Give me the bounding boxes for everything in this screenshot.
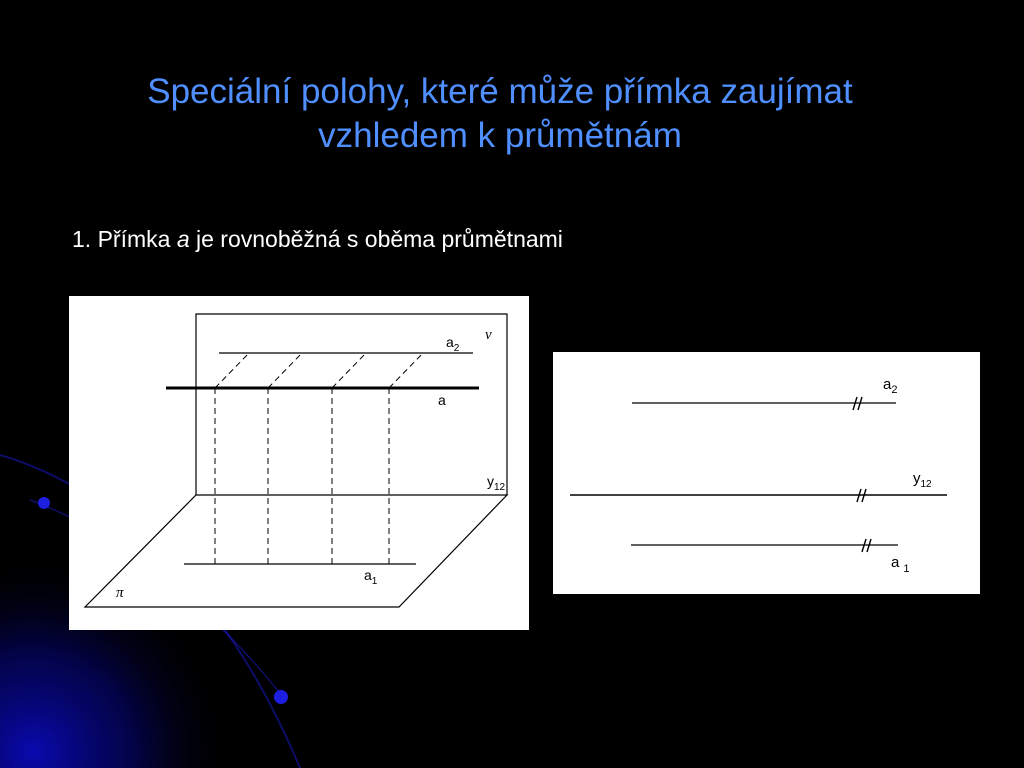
projectors-to-a2 (215, 353, 423, 388)
spatial-diagram-panel (69, 296, 529, 630)
projector-diagonal (215, 353, 249, 388)
projector-diagonal (332, 353, 366, 388)
label-a: a (438, 392, 446, 408)
projectors-to-a1 (215, 388, 389, 564)
label-a1: $a_1$ (364, 567, 378, 587)
label-y12: $y_{12}$ (487, 473, 506, 493)
slide-title (60, 70, 940, 158)
vertical-plane-outline (196, 314, 507, 495)
label-a1: a $_1$ (891, 554, 910, 575)
horizontal-plane-outline (85, 495, 507, 607)
label-nu: ν (485, 327, 492, 343)
projector-diagonal (268, 353, 302, 388)
bullet-point (72, 224, 563, 254)
label-a2: $a_2$ (883, 376, 898, 396)
background-dot (274, 690, 288, 704)
slide-title-line-2: vzhledem k průmětnám (318, 116, 682, 155)
orthographic-diagram-panel (553, 352, 980, 594)
label-y12: $y_{12}$ (913, 470, 932, 490)
background-dot (38, 497, 50, 509)
projector-diagonal (389, 353, 423, 388)
bullet-suffix: je rovnoběžná s oběma průmětnami (189, 226, 563, 252)
bullet-variable: a (176, 226, 190, 252)
spatial-diagram (69, 296, 529, 630)
label-pi: π (116, 585, 124, 601)
orthographic-diagram (553, 352, 980, 594)
bullet-prefix: 1. Přímka (72, 226, 177, 252)
label-a2: $a_2$ (446, 334, 460, 354)
slide-title-line-1: Speciální polohy, které může přímka zaujímat (147, 72, 853, 111)
